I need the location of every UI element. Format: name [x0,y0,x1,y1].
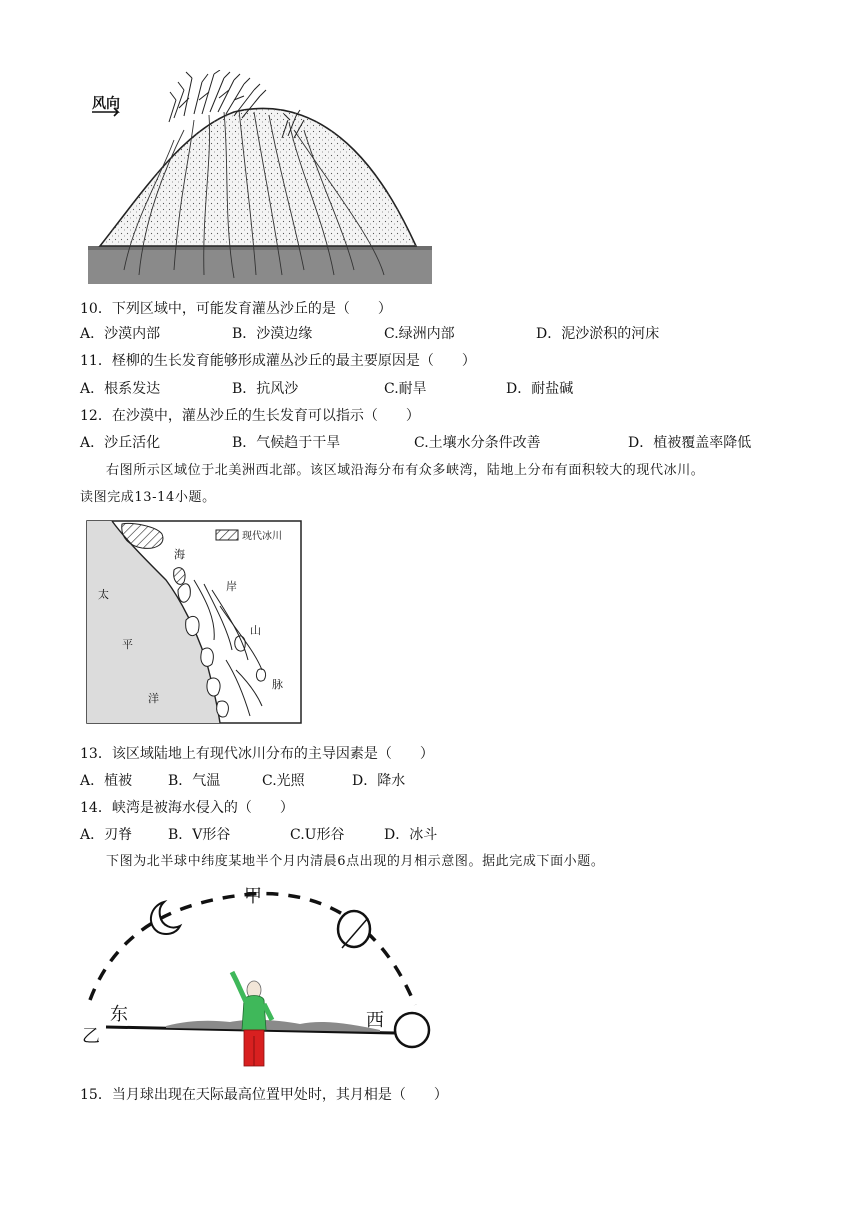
q10-option-b[interactable]: B．沙漠边缘 [232,326,313,342]
intro-13-14-line1: 右图所示区域位于北美洲西北部。该区域沿海分布有众多峡湾，陆地上分布有面积较大的现代冰川。 [106,463,705,478]
q13-option-b[interactable]: B．气温 [168,773,221,789]
q11-option-b[interactable]: B．抗风沙 [232,381,299,397]
q14-option-d[interactable]: D．冰斗 [384,827,438,843]
moon-phase-figure [80,880,440,1080]
legend-label: 现代冰川 [242,531,282,542]
legend-swatch [216,530,238,540]
q11-option-d[interactable]: D．耐盐碱 [506,381,574,397]
ocean-char-3: 洋 [148,692,159,705]
label-yi: 乙 [82,1026,100,1047]
ocean-char-2: 平 [122,638,133,651]
question-12-stem: 12．在沙漠中，灌丛沙丘的生长发育可以指示（ ） [80,408,420,424]
q10-option-a[interactable]: A．沙漠内部 [80,326,161,342]
q14-option-b[interactable]: B．V形谷 [168,827,231,843]
q14-option-a[interactable]: A．刃脊 [80,827,133,843]
q12-option-c[interactable]: C.土壤水分条件改善 [414,435,541,451]
q12-option-a[interactable]: A．沙丘活化 [80,435,161,451]
intro-13-14-line2: 读图完成13-14小题。 [80,490,216,505]
q12-option-b[interactable]: B．气候趋于干旱 [232,435,341,451]
glacier-area [174,568,185,585]
q13-option-a[interactable]: A．植被 [80,773,133,789]
intro-15-line1: 下图为北半球中纬度某地半个月内清晨6点出现的月相示意图。据此完成下面小题。 [106,854,605,869]
question-10-stem: 10．下列区域中，可能发育灌丛沙丘的是（ ） [80,301,392,317]
label-west: 西 [366,1010,384,1031]
coast-char-1: 海 [174,548,185,561]
question-11-stem: 11．柽柳的生长发育能够形成灌丛沙丘的最主要原因是（ ） [80,353,476,369]
q13-option-d[interactable]: D．降水 [352,773,406,789]
crescent-moon-icon [151,902,180,934]
shrub-dune-figure [84,70,436,285]
question-15-stem: 15．当月球出现在天际最高位置甲处时，其月相是（ ） [80,1087,448,1103]
coast-char-3: 山 [250,624,261,637]
q11-option-a[interactable]: A．根系发达 [80,381,161,397]
gibbous-moon-icon [338,911,370,948]
observer-figure [232,972,272,1066]
label-east: 东 [110,1004,128,1025]
q13-option-c[interactable]: C.光照 [262,773,305,789]
coast-char-2: 岸 [226,580,237,593]
full-moon-icon [395,1013,429,1047]
q12-option-d[interactable]: D．植被覆盖率降低 [628,435,752,451]
q10-option-c[interactable]: C.绿洲内部 [384,326,455,342]
coast-char-4: 脉 [272,678,283,691]
ocean-char-1: 太 [98,588,109,601]
wind-label: 风向 [92,96,120,112]
question-13-stem: 13．该区域陆地上有现代冰川分布的主导因素是（ ） [80,746,434,762]
question-14-stem: 14．峡湾是被海水侵入的（ ） [80,800,294,816]
q11-option-c[interactable]: C.耐旱 [384,381,427,397]
fjord-map-figure [86,520,302,724]
label-jia: 甲 [244,886,262,907]
q10-option-d[interactable]: D．泥沙淤积的河床 [536,326,660,342]
q14-option-c[interactable]: C.U形谷 [290,827,345,843]
